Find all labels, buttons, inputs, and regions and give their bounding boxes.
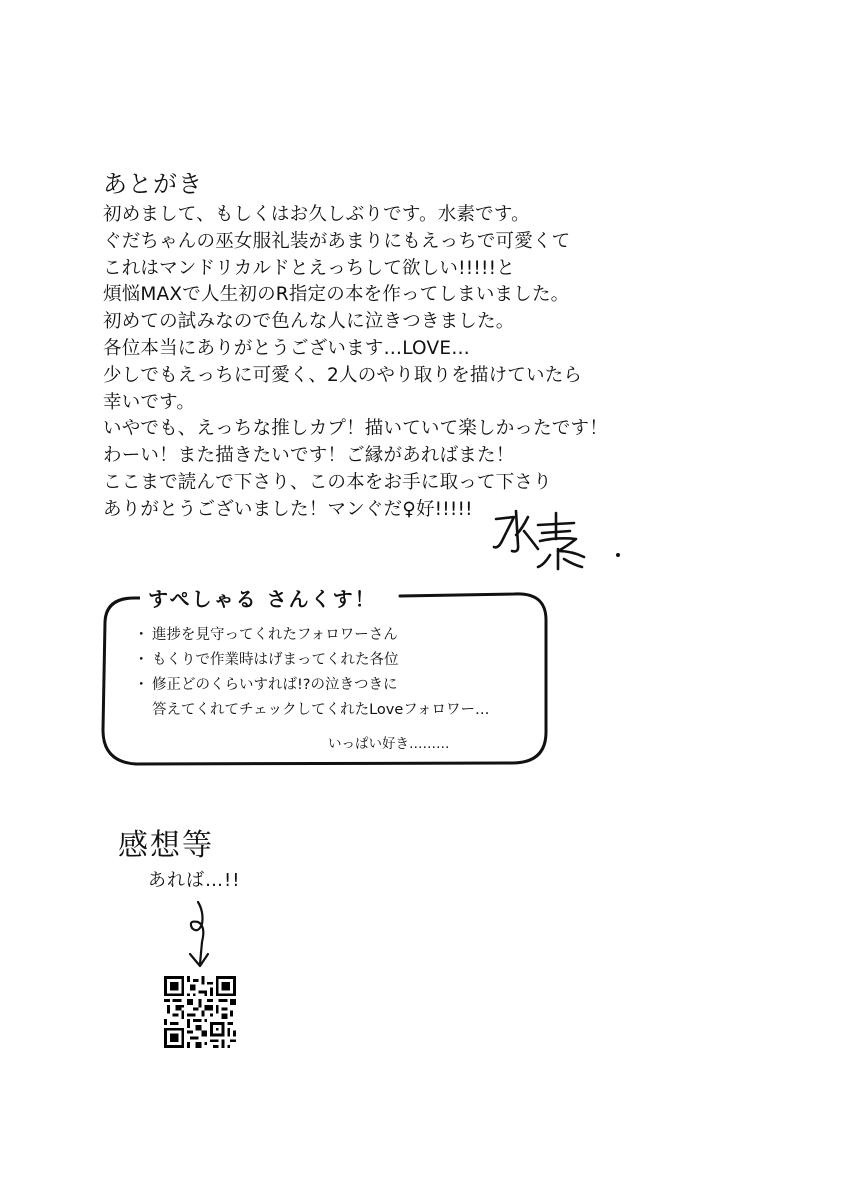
afterword-line: 初めまして、もしくはお久しぶりです。水素です。 [103,204,530,225]
feedback-title: 感想等 [118,828,214,863]
afterword-line: これはマンドリカルドとえっちして欲しい!!!!!と [103,257,515,279]
special-thanks-item: ・ 進捗を見守ってくれたフォロワーさん [134,627,398,643]
afterword-section [103,166,663,524]
special-thanks-closing: いっぱい好き……… [328,736,450,752]
special-thanks-item-continued [134,698,534,723]
afterword-line: ここまで読んで下さり、この本をお手に取って下さり [103,471,552,493]
special-thanks-item: ・ もくりで作業時はげまってくれた各位 [134,652,399,668]
afterword-line: 各位本当にありがとうございます…LOVE… [103,337,470,359]
special-thanks-title: すぺしゃる さんくす！ [140,583,385,612]
afterword-line: わーい！また描きたいです！ご縁があればまた！ [103,445,515,467]
afterword-line: 煩悩MAXで人生初のR指定の本を作ってしまいました。 [103,284,570,306]
special-thanks-item-text: もくりで作業時はげまってくれた各位 [152,652,399,668]
feedback-section [118,820,318,1060]
arrow-down-icon [178,898,218,974]
special-thanks-box [100,580,550,770]
afterword-line: 少しでもえっちに可愛く、2人のやり取りを描けていたら [103,364,583,386]
afterword-title: あとがき [103,170,203,198]
afterword-line: ぐだちゃんの巫女服礼装があまりにもえっちで可愛くて [103,230,571,252]
afterword-line: いやでも、えっちな推しカプ！描いていて楽しかったです！ [103,418,608,440]
feedback-subtitle: あれば…!! [148,870,241,891]
special-thanks-item-text: 進捗を見守ってくれたフォロワーさん [152,627,398,643]
special-thanks-item-text: 答えてくれてチェックしてくれたLoveフォロワー… [152,702,490,718]
afterword-line: ありがとうございました！マンぐだ♀好!!!!! [103,498,473,520]
afterword-line: 幸いです。 [103,391,196,413]
afterword-line: 初めての試みなので色んな人に泣きつきました。 [103,311,515,333]
qr-code-image[interactable] [164,976,236,1048]
special-thanks-item-text: 修正どのくらいすれば!?の泣きつきに [152,677,398,693]
special-thanks-item: ・ 修正どのくらいすれば!?の泣きつきに [134,677,398,693]
special-thanks-list [134,623,534,723]
handwritten-signature [488,505,628,575]
